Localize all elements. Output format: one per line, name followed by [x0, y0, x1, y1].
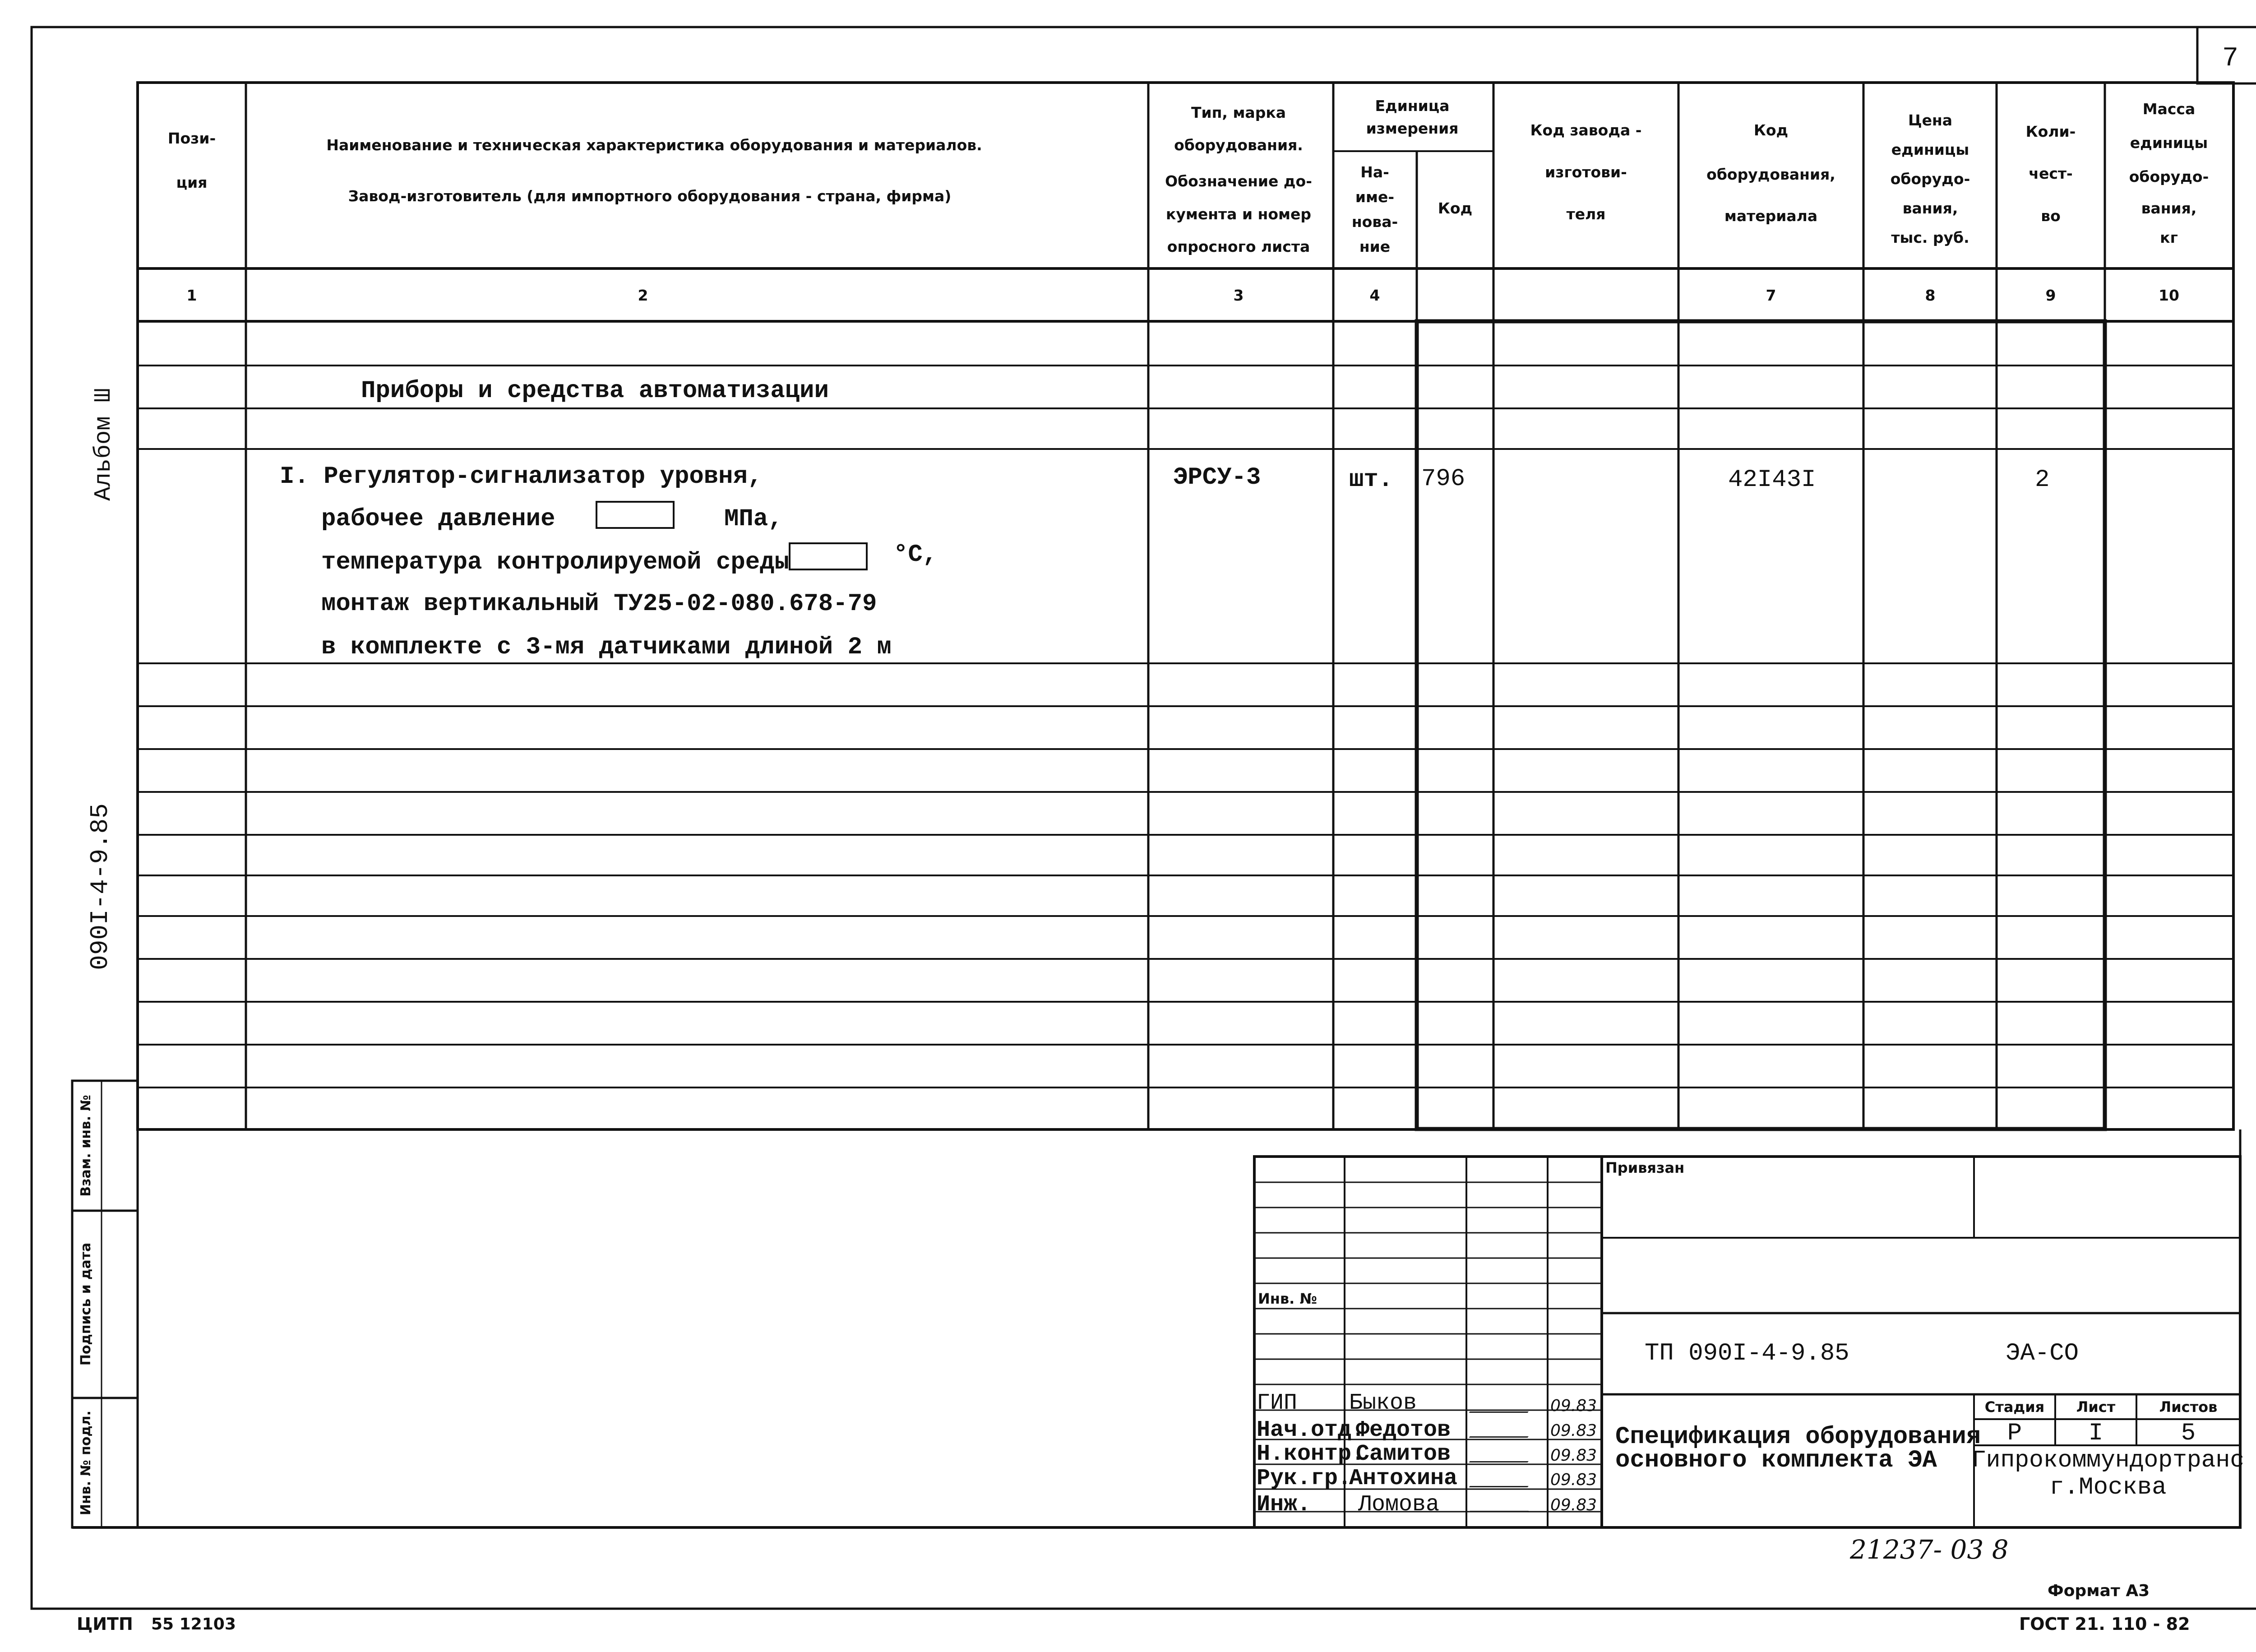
item-unit: шт. — [1349, 466, 1393, 494]
header-unit-group-line2: измерения — [1366, 120, 1459, 137]
header-col10-line4: вания, — [2141, 199, 2197, 217]
item-line2-unit: МПа, — [724, 505, 783, 533]
org-name: Гипрокоммундортранс — [1971, 1447, 2245, 1474]
header-col4b: Код — [1438, 199, 1473, 217]
staff-name-nkontr: Самитов — [1356, 1441, 1451, 1467]
staff-date-inzh: 09.83 — [1550, 1496, 1597, 1514]
staff-role-rukgr: Рук.гр. — [1257, 1466, 1352, 1491]
item-line5: в комплекте с 3-мя датчиками длиной 2 м — [321, 634, 892, 661]
header-col5-line3: теля — [1566, 205, 1606, 223]
staff-name-inzh: Ломова — [1358, 1492, 1440, 1518]
header-col9-line1: Коли- — [2025, 123, 2076, 140]
footer-gost: ГОСТ 21. 110 - 82 — [2019, 1614, 2190, 1634]
stamp-podpis-data: Подпись и дата — [78, 1242, 94, 1366]
item-line4: монтаж вертикальный ТУ25-02-080.678-79 — [321, 590, 877, 618]
header-col1-line1: Пози- — [167, 130, 216, 147]
header-col3-line1: Тип, марка — [1191, 104, 1286, 121]
header-col8-line5: тыс. руб. — [1891, 229, 1969, 246]
header-col7-line1: Код — [1753, 121, 1789, 139]
staff-date-nkontr: 09.83 — [1550, 1446, 1597, 1465]
sheets-value: 5 — [2181, 1420, 2196, 1447]
doc-code: ТП 090I-4-9.85 — [1645, 1340, 1849, 1367]
staff-role-inzh: Инж. — [1257, 1492, 1311, 1518]
header-col2-line1: Наименование и техническая характеристика оборудования и материалов. — [326, 136, 982, 154]
item-line3-text: температура контролируемой среды — [321, 549, 789, 576]
staff-role-nach: Нач.отд. — [1257, 1417, 1365, 1443]
header-col8-line3: оборудо- — [1890, 170, 1970, 188]
doc-number-vertical: 090I-4-9.85 — [86, 803, 115, 970]
column-number-10: 10 — [2159, 287, 2179, 304]
sheet-number: 7 — [2222, 43, 2239, 74]
staff-name-nach: Федотов — [1356, 1417, 1451, 1443]
footer-citp-number: 55 12103 — [151, 1615, 236, 1633]
stamp-vzam-inv: Взам. инв. № — [78, 1095, 94, 1197]
header-col4a-line4: ние — [1359, 238, 1391, 255]
staff-date-gip: 09.83 — [1550, 1397, 1597, 1415]
sheets-label: Листов — [2159, 1398, 2218, 1416]
column-number-9: 9 — [2045, 287, 2056, 304]
column-number-3: 3 — [1233, 287, 1244, 304]
org-city: г.Москва — [2049, 1474, 2167, 1501]
item-line2-text: рабочее давление — [321, 505, 555, 533]
header-col10-line3: оборудо- — [2129, 168, 2209, 185]
item-material-code: 42I43I — [1728, 466, 1816, 494]
pressure-blank-box — [596, 501, 675, 529]
header-col8-line4: вания, — [1902, 199, 1958, 217]
header-col10-line5: кг — [2160, 229, 2178, 246]
item-line3-unit: °С, — [893, 541, 938, 569]
sheet-value: I — [2088, 1420, 2103, 1447]
staff-date-rukgr: 09.83 — [1550, 1471, 1597, 1489]
column-number-4: 4 — [1369, 287, 1380, 304]
header-col3-line4: кумента и номер — [1165, 205, 1312, 223]
doc-title-line2: основного комплекта ЭА — [1615, 1447, 1937, 1474]
header-col9-line3: во — [2041, 207, 2061, 225]
item-line1: I. Регулятор-сигнализатор уровня, — [280, 463, 763, 491]
sheet-label: Лист — [2076, 1398, 2116, 1416]
header-col4a-line3: нова- — [1351, 213, 1398, 231]
staff-name-gip: Быков — [1349, 1390, 1417, 1416]
stage-value: Р — [2007, 1420, 2022, 1447]
doc-mark: ЭА-СО — [2006, 1340, 2079, 1367]
header-col3-line5: опросного листа — [1167, 238, 1310, 255]
album-label: Альбом Ш — [90, 388, 117, 501]
header-col5-line1: Код завода - — [1530, 121, 1642, 139]
header-col7-line2: оборудования, — [1706, 166, 1835, 183]
staff-date-nach: 09.83 — [1550, 1421, 1597, 1440]
header-unit-group-line1: Единица — [1375, 97, 1450, 115]
column-number-2: 2 — [638, 287, 648, 304]
handwritten-number: 21237- 03 8 — [1850, 1534, 2009, 1565]
header-col1-line2: ция — [176, 174, 208, 191]
stamp-inv-podl: Инв. № подл. — [78, 1410, 94, 1516]
header-col4a-line2: име- — [1355, 188, 1395, 206]
header-col8-line2: единицы — [1891, 141, 1969, 158]
format-label: Формат А3 — [2048, 1582, 2150, 1600]
header-col10-line2: единицы — [2130, 134, 2208, 152]
item-type: ЭРСУ-3 — [1173, 464, 1261, 491]
staff-role-gip: ГИП — [1257, 1390, 1298, 1416]
header-col10-line1: Масса — [2142, 100, 2196, 118]
footer-citp: ЦИТП — [77, 1614, 133, 1634]
header-col5-line2: изготови- — [1545, 163, 1627, 181]
section-title: Приборы и средства автоматизации — [361, 377, 829, 405]
privyazan-label: Привязан — [1605, 1159, 1685, 1176]
header-col3-line2: оборудования. — [1174, 136, 1303, 154]
header-col7-line3: материала — [1724, 207, 1818, 225]
header-col9-line2: чест- — [2029, 165, 2073, 182]
doc-title-line1: Спецификация оборудования — [1615, 1423, 1981, 1451]
column-number-8: 8 — [1925, 287, 1936, 304]
column-number-1: 1 — [186, 287, 197, 304]
item-quantity: 2 — [2035, 466, 2050, 494]
header-col2-line2: Завод-изготовитель (для импортного оборудования - страна, фирма) — [348, 187, 952, 205]
temperature-blank-box — [789, 542, 868, 570]
column-number-7: 7 — [1766, 287, 1776, 304]
staff-name-rukgr: Антохина — [1349, 1466, 1458, 1491]
inv-no-label: Инв. № — [1258, 1290, 1317, 1307]
stage-label: Стадия — [1984, 1398, 2045, 1416]
header-col8-line1: Цена — [1908, 111, 1953, 129]
staff-role-nkontr: Н.контр. — [1257, 1441, 1365, 1467]
item-unit-code: 796 — [1421, 465, 1465, 493]
header-col4a-line1: На- — [1360, 163, 1389, 181]
header-col3-line3: Обозначение до- — [1165, 172, 1312, 190]
